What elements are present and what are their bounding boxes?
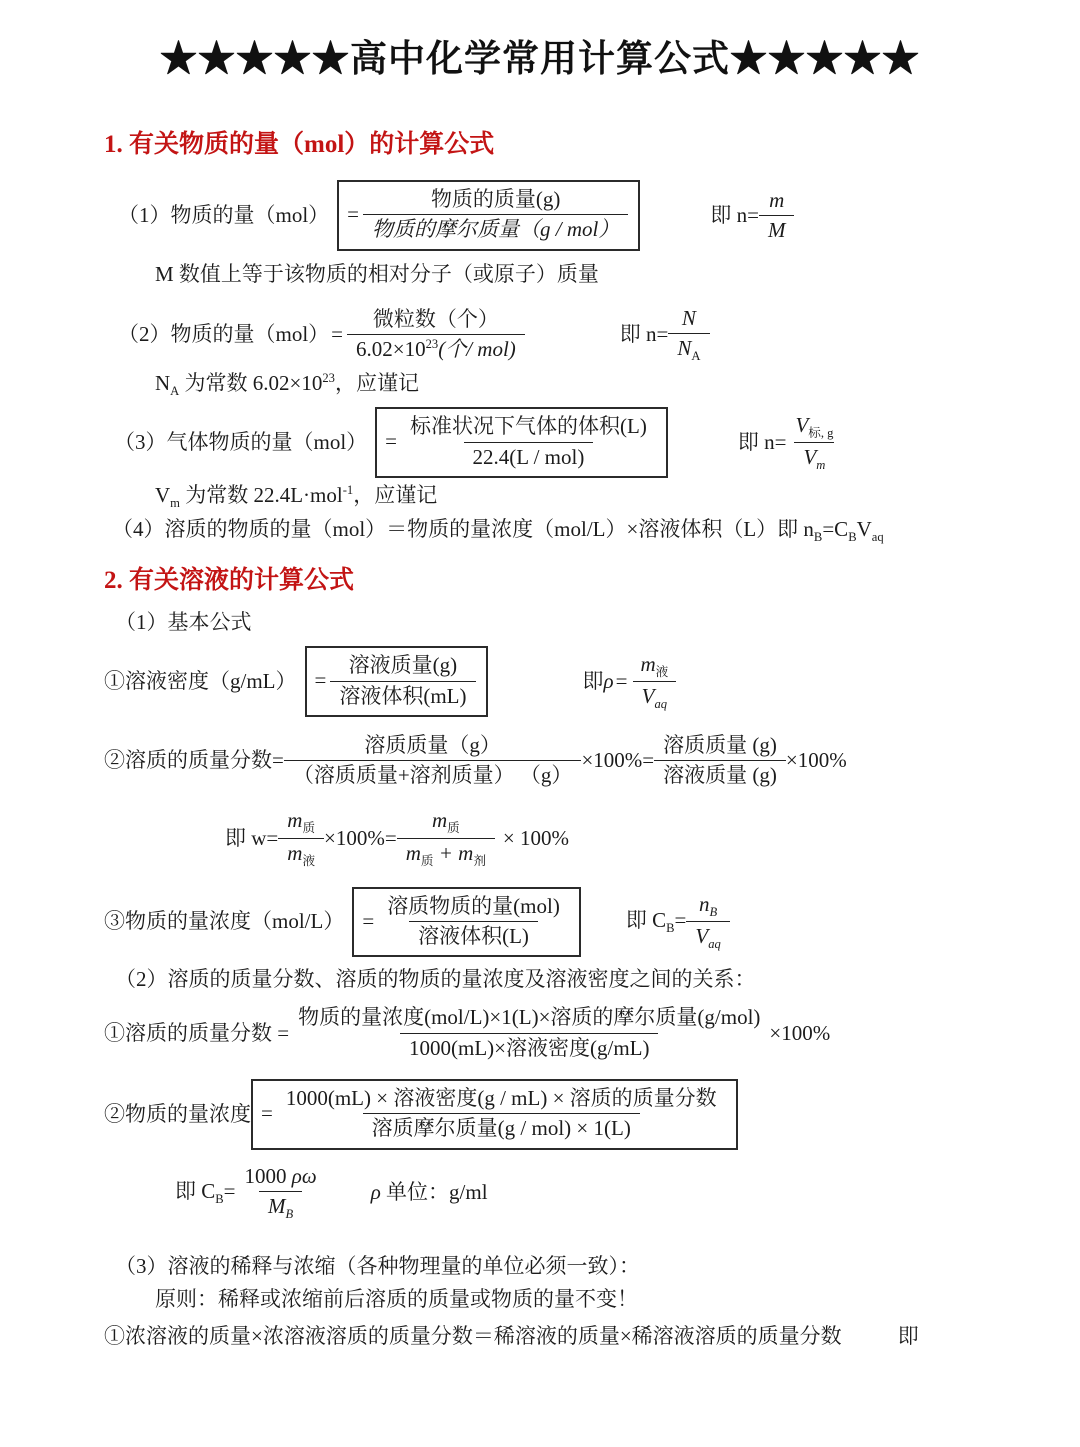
formula-part: V — [856, 517, 872, 542]
equals-sign: = — [362, 908, 375, 933]
den-base: m — [405, 841, 421, 865]
numerator — [423, 806, 469, 838]
times-100: ×100% — [785, 748, 847, 772]
den-base: M — [268, 1193, 286, 1218]
fraction — [277, 1084, 726, 1144]
note-subscript: A — [170, 383, 180, 398]
denominator — [347, 334, 525, 364]
num-symbols: ρω — [291, 1163, 317, 1188]
symbol-form — [738, 411, 843, 475]
formula-amount-particles — [118, 304, 1080, 366]
formula-box — [375, 407, 668, 478]
ji-part: 即 C — [625, 908, 667, 933]
den-subscript: aq — [654, 697, 668, 712]
numerator: 微粒数（个） — [372, 307, 499, 332]
num-base: m — [431, 808, 448, 833]
times-100: ×100%= — [324, 825, 397, 850]
denominator — [278, 838, 324, 871]
den-unit: (个/ mol) — [438, 337, 516, 362]
den-base: V — [695, 924, 709, 949]
fraction — [631, 650, 677, 714]
den-base: m — [287, 841, 303, 865]
note-part: ，应谨记 — [353, 482, 438, 507]
note-exponent: 23 — [322, 370, 335, 385]
symbol-form — [626, 890, 730, 954]
numerator: m — [769, 187, 785, 212]
numerator — [278, 806, 324, 838]
ji-part: = — [674, 908, 687, 933]
fraction — [401, 412, 656, 472]
fraction — [330, 651, 475, 711]
fraction — [278, 806, 324, 870]
times-100: ×100% — [769, 1020, 831, 1045]
formula-label: ①溶质的质量分数 = — [104, 1020, 290, 1045]
fraction — [686, 890, 729, 954]
dilution-formula — [104, 1323, 1080, 1350]
equals-sign: = — [347, 202, 360, 227]
numerator — [236, 1162, 326, 1191]
formula-molar-concentration — [104, 887, 1080, 958]
formula-label: ①溶液密度（g/mL） — [104, 668, 297, 693]
denominator: 物质的摩尔质量（g / mol） — [363, 214, 628, 244]
ji-label: 即 n= — [710, 202, 759, 227]
num-subscript: 液 — [655, 664, 669, 679]
numerator — [631, 650, 677, 682]
note-part: 为常数 6.02×10 — [179, 370, 323, 395]
formula-label: （1）物质的量（mol） — [118, 202, 330, 227]
fraction — [668, 304, 709, 366]
denominator: 溶液质量 (g) — [654, 760, 786, 790]
dilution-principle: 原则：稀释或浓缩前后溶质的质量或物质的量不变！ — [155, 1286, 638, 1311]
unit-text: 单位：g/ml — [380, 1179, 488, 1204]
den-base: V — [803, 445, 817, 470]
fraction — [347, 305, 525, 365]
equals-sign: = — [314, 668, 327, 693]
formula-amount-gas — [114, 407, 1080, 478]
formula-mass-fraction — [104, 731, 1080, 791]
denominator — [633, 681, 676, 714]
note-avogadro — [155, 370, 1080, 400]
fraction — [654, 731, 786, 791]
numerator — [690, 890, 726, 922]
den-subscript: aq — [708, 937, 721, 952]
times-100: ×100%= — [581, 748, 655, 772]
den-subscript: 质 — [420, 854, 434, 869]
note-part: V — [155, 482, 171, 507]
formula-amount-mass — [118, 180, 1080, 251]
den-base: 6.02×10 — [356, 337, 426, 362]
ji-part: 即 C — [175, 1178, 216, 1203]
numerator: N — [681, 305, 696, 330]
num-base: n — [698, 891, 710, 916]
numerator — [786, 411, 842, 443]
denominator — [686, 921, 729, 954]
denominator: 22.4(L / mol) — [464, 442, 594, 472]
formula-label: （3）气体物质的量（mol） — [114, 429, 368, 454]
num-subscript: 质 — [447, 821, 460, 836]
note-molar-volume — [155, 482, 1080, 512]
numerator: 物质的量浓度(mol/L)×1(L)×溶质的摩尔质量(g/mol) — [298, 1005, 761, 1030]
formula-amount-solute — [112, 516, 1080, 546]
page-title: ★★★★★高中化学常用计算公式★★★★★ — [160, 39, 920, 80]
denominator: （溶质质量+溶剂质量） （g） — [284, 760, 582, 790]
formula-label: （2）物质的量（mol） — [118, 322, 330, 347]
denominator — [259, 1191, 302, 1224]
numerator: 1000(mL) × 溶液密度(g / mL) × 溶质的质量分数 — [285, 1086, 717, 1111]
formula-label: ③物质的量浓度（mol/L） — [104, 909, 345, 934]
formula-box — [337, 180, 640, 251]
ji-label — [175, 1178, 236, 1208]
formula-mass-fraction-from-molarity — [104, 1003, 1080, 1063]
fraction — [284, 731, 582, 791]
note-molar-mass: M 数值上等于该物质的相对分子（或原子）质量 — [155, 261, 599, 286]
ji-label — [626, 907, 687, 937]
den-subscript: m — [816, 458, 826, 473]
note-subscript: m — [170, 496, 180, 511]
fraction — [397, 806, 495, 870]
num-subscript: 标, g — [808, 425, 834, 440]
ji-label: 即 w= — [225, 825, 279, 850]
formula-molarity-from-density — [104, 1079, 1080, 1150]
section2-heading: 2. 有关溶液的计算公式 — [104, 566, 355, 594]
den-subscript: B — [285, 1207, 294, 1222]
formula-cb-symbols — [175, 1162, 1080, 1224]
num-base: 1000 — [244, 1163, 292, 1188]
fraction — [378, 892, 569, 952]
denominator: 1000(mL)×溶液密度(g/mL) — [400, 1033, 658, 1063]
symbol-form — [710, 186, 794, 246]
ji-subscript: B — [666, 921, 675, 936]
formula-box — [305, 646, 488, 717]
dilution-equation: ①浓溶液的质量×浓溶液溶质的质量分数＝稀溶液的质量×稀溶液溶质的质量分数 — [104, 1324, 842, 1349]
formula-label: ②溶质的质量分数= — [104, 748, 284, 772]
den-base: N — [677, 336, 692, 361]
denominator: 溶液体积(mL) — [330, 681, 475, 711]
ji-label: 即 — [897, 1324, 919, 1349]
fraction — [786, 411, 842, 475]
numerator: 物质的质量(g) — [430, 187, 561, 211]
num-base: m — [640, 651, 656, 676]
ji-subscript: B — [215, 1191, 224, 1206]
equals-sign: = — [615, 668, 628, 693]
den-subscript: 液 — [302, 854, 316, 869]
note-part: 为常数 22.4L·mol — [179, 482, 343, 507]
formula-subscript: aq — [871, 530, 884, 545]
denominator: M — [759, 215, 795, 245]
subsection-basic-formulas: （1）基本公式 — [115, 609, 252, 634]
ji-part: = — [223, 1178, 236, 1203]
subsection-relations: （2）溶质的质量分数、溶质的物质的量浓度及溶液密度之间的关系： — [115, 967, 756, 992]
note-exponent: -1 — [342, 482, 354, 497]
rho-symbol: ρ — [603, 668, 614, 693]
equals-sign: = — [261, 1101, 273, 1126]
denominator: 溶液体积(L) — [409, 921, 538, 951]
equals-sign: = — [385, 429, 398, 454]
num-subscript: 质 — [302, 821, 316, 836]
fraction — [759, 186, 795, 246]
formula-solution-density — [104, 646, 1080, 717]
denominator — [397, 838, 495, 871]
formula-mass-fraction-symbols — [225, 806, 1080, 870]
numerator: 溶液质量(g) — [348, 653, 458, 678]
equals-sign: = — [331, 322, 344, 347]
formula-part: （4）溶质的物质的量（mol）＝物质的量浓度（mol/L）×溶液体积（L）即 n — [112, 517, 814, 542]
formula-label: ②物质的量浓度 — [104, 1101, 251, 1126]
num-subscript: B — [709, 904, 718, 919]
dilution-heading: （3）溶液的稀释与浓缩（各种物理量的单位必须一致）： — [115, 1254, 640, 1279]
fraction — [236, 1162, 326, 1224]
numerator: 溶质质量 (g) — [663, 732, 777, 757]
denominator — [668, 333, 709, 366]
fraction — [289, 1003, 769, 1063]
den-subscript: 剂 — [473, 854, 486, 869]
den-base: V — [641, 684, 655, 709]
den-base: + m — [433, 841, 474, 865]
ji-label: 即 n= — [619, 322, 669, 347]
formula-box — [251, 1079, 738, 1150]
formula-subscript: B — [848, 530, 857, 545]
formula-box — [352, 887, 581, 958]
den-exponent: 23 — [425, 337, 439, 352]
ji-label: 即 n= — [737, 429, 787, 454]
den-subscript: A — [691, 349, 701, 364]
numerator: 标准状况下气体的体积(L) — [410, 414, 647, 439]
symbol-form — [583, 650, 678, 714]
formula-subscript: B — [813, 530, 823, 545]
note-part: N — [155, 370, 171, 395]
formula-part: =C — [822, 517, 849, 542]
fraction — [363, 185, 628, 245]
symbol-form — [620, 304, 710, 366]
num-base: V — [795, 412, 809, 437]
ji-label: 即 — [582, 668, 604, 693]
num-base: m — [287, 808, 303, 833]
times-100: × 100% — [502, 825, 570, 850]
rho-symbol: ρ — [370, 1179, 381, 1204]
section1-heading: 1. 有关物质的量（mol）的计算公式 — [104, 131, 495, 158]
denominator: 溶质摩尔质量(g / mol) × 1(L) — [363, 1113, 640, 1143]
rho-unit-note — [371, 1179, 488, 1206]
numerator: 溶质物质的量(mol) — [387, 893, 560, 918]
numerator: 溶质质量（g） — [364, 732, 501, 757]
note-part: ，应谨记 — [334, 370, 419, 395]
denominator — [794, 442, 834, 475]
